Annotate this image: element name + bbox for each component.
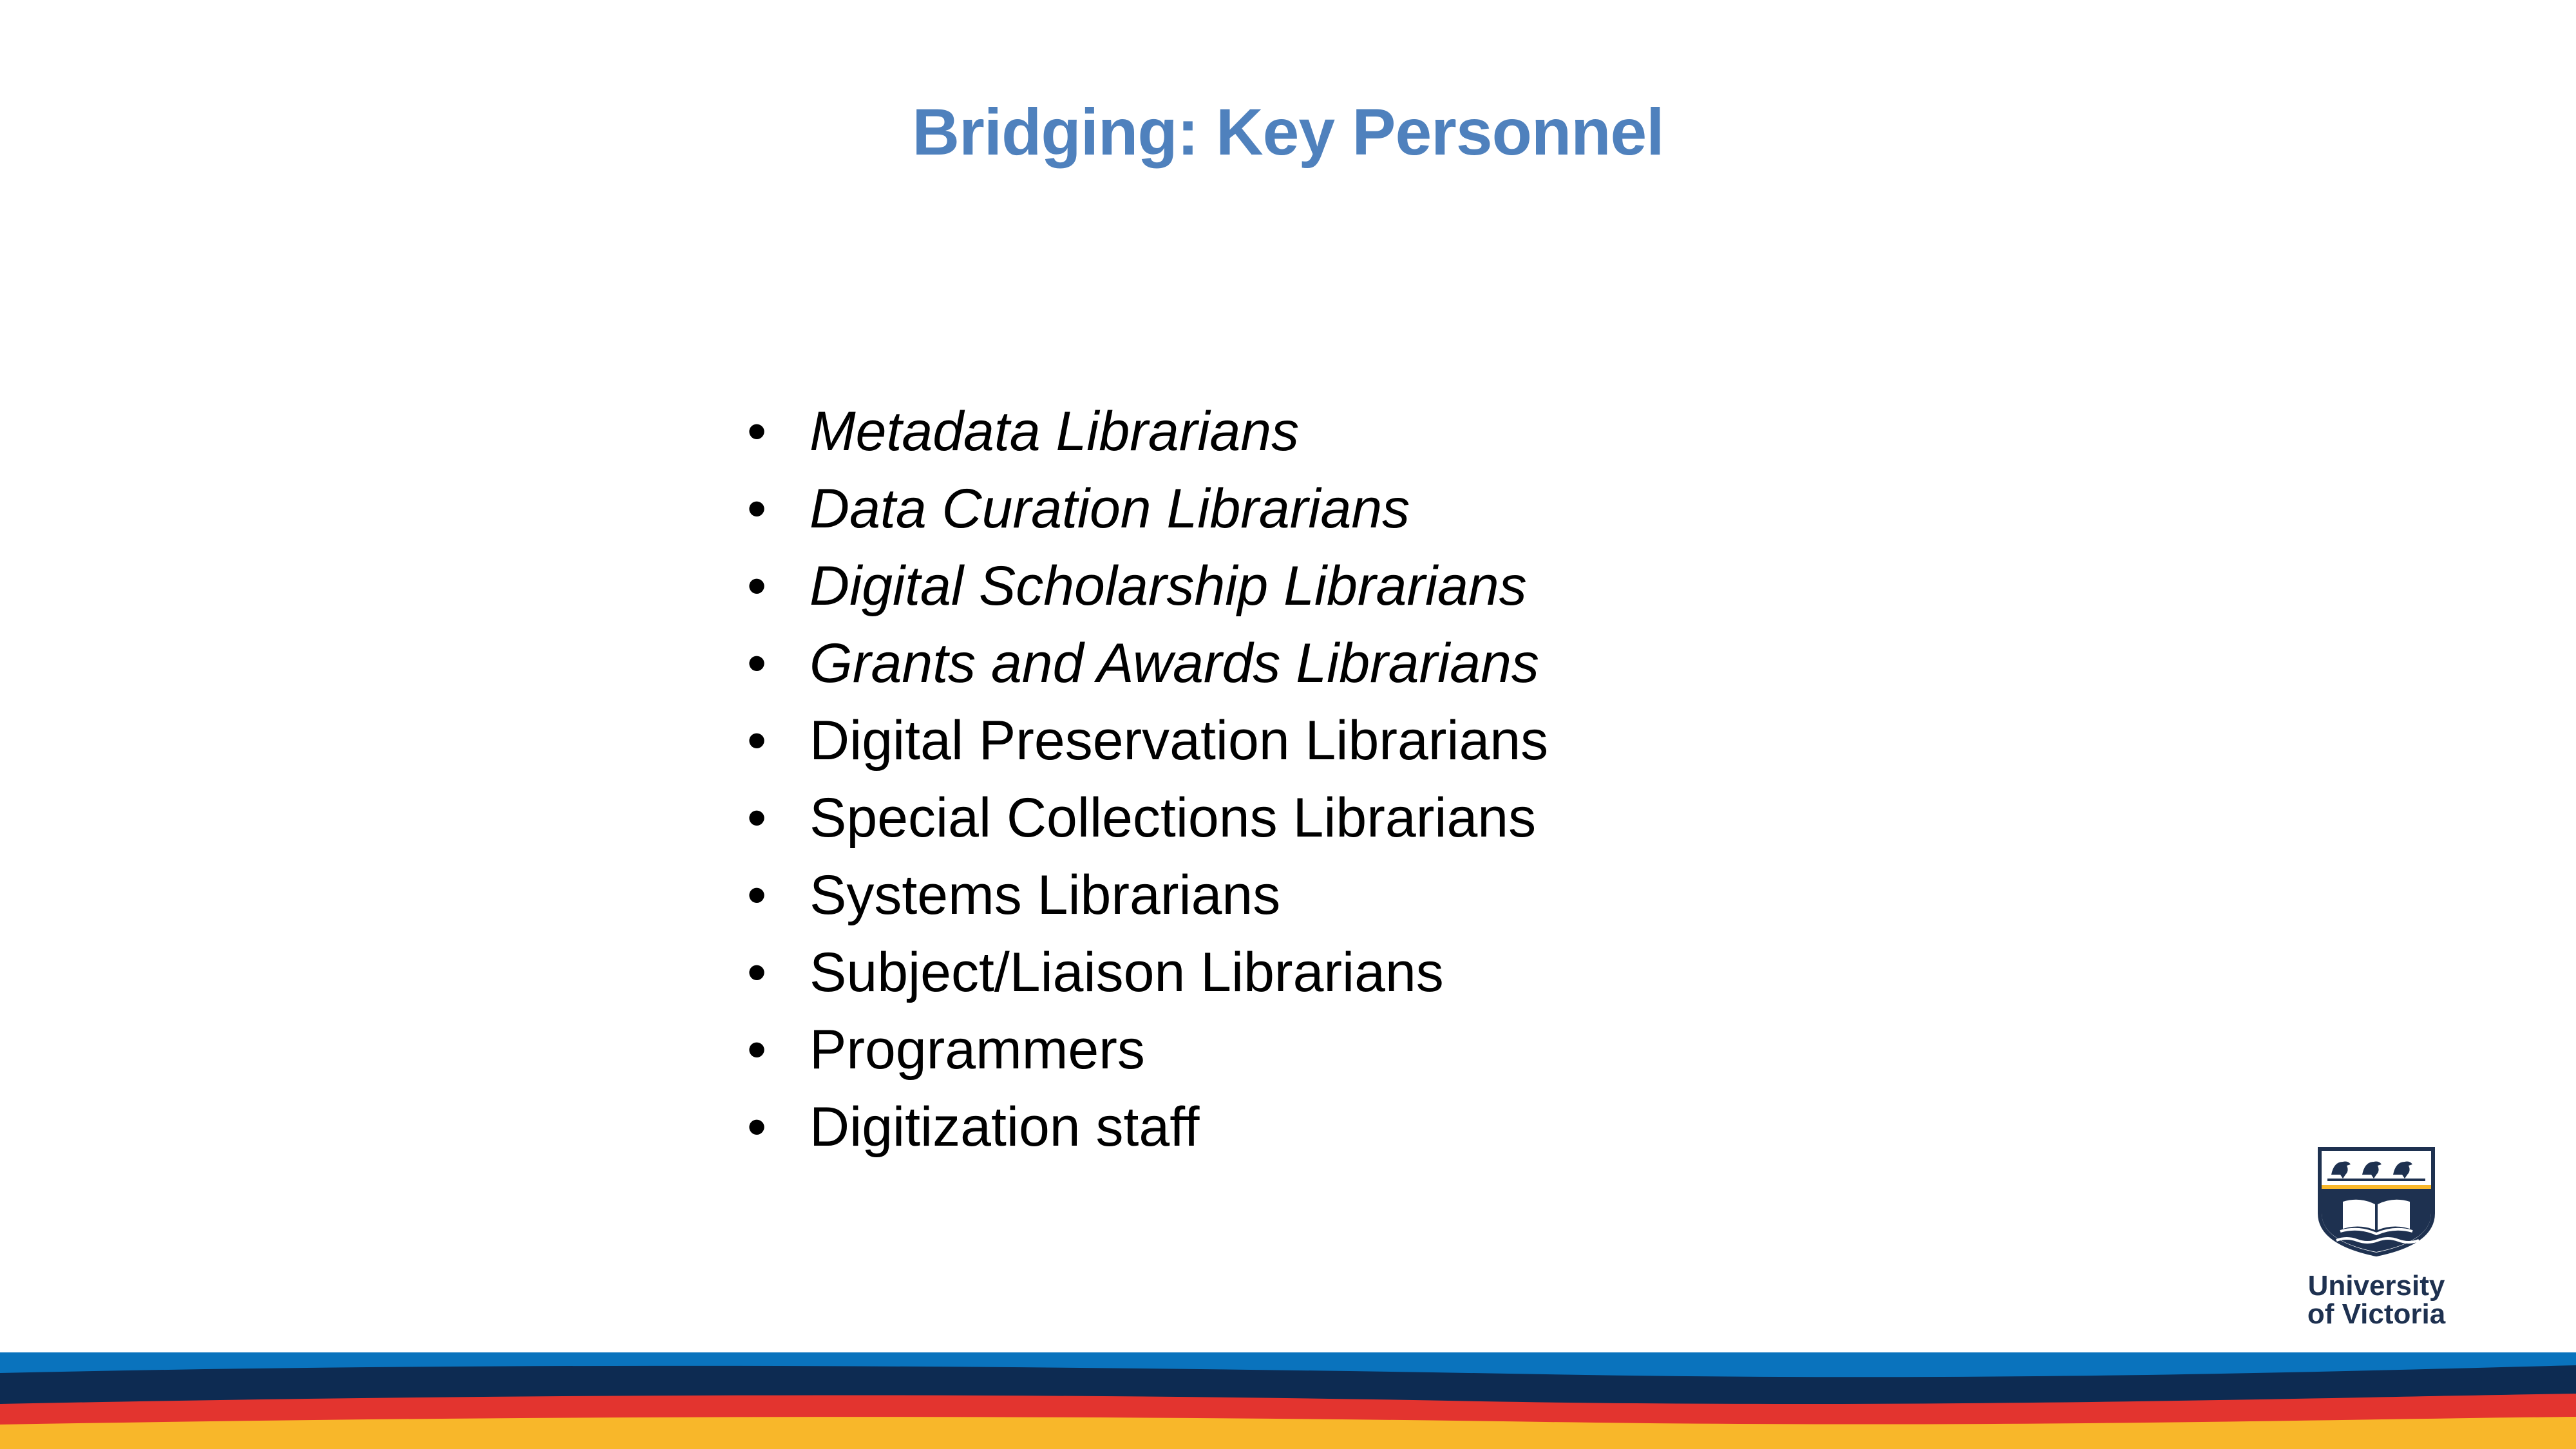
bullet-icon: •	[747, 1019, 767, 1081]
uvic-logo	[2280, 1146, 2473, 1330]
logo-text-line2: of Victoria	[2307, 1298, 2446, 1330]
list-item-text: Programmers	[810, 1019, 1145, 1081]
bullet-icon: •	[747, 401, 767, 462]
bullet-icon: •	[747, 632, 767, 694]
list-item-text: Digital Scholarship Librarians	[810, 555, 1527, 617]
list-item-text: Subject/Liaison Librarians	[810, 942, 1444, 1003]
list-item-text: Metadata Librarians	[810, 401, 1300, 462]
list-item-text: Special Collections Librarians	[810, 787, 1537, 849]
uvic-crest-icon	[2317, 1146, 2436, 1257]
bullet-icon: •	[747, 787, 767, 849]
bullet-icon: •	[747, 1096, 767, 1158]
bullet-icon: •	[747, 555, 767, 617]
list-item-text: Digitization staff	[810, 1096, 1200, 1158]
slide-title: Bridging: Key Personnel	[912, 95, 1664, 169]
list-item-text: Data Curation Librarians	[810, 478, 1410, 540]
bullet-icon: •	[747, 710, 767, 772]
list-item-text: Grants and Awards Librarians	[810, 632, 1539, 694]
decorative-wave-band	[0, 1352, 2576, 1449]
bullet-icon: •	[747, 478, 767, 540]
bullet-icon: •	[747, 864, 767, 926]
list-item-text: Systems Librarians	[810, 864, 1281, 926]
list-item-text: Digital Preservation Librarians	[810, 710, 1549, 772]
logo-text-line1: University	[2307, 1270, 2445, 1302]
bullet-icon: •	[747, 942, 767, 1003]
